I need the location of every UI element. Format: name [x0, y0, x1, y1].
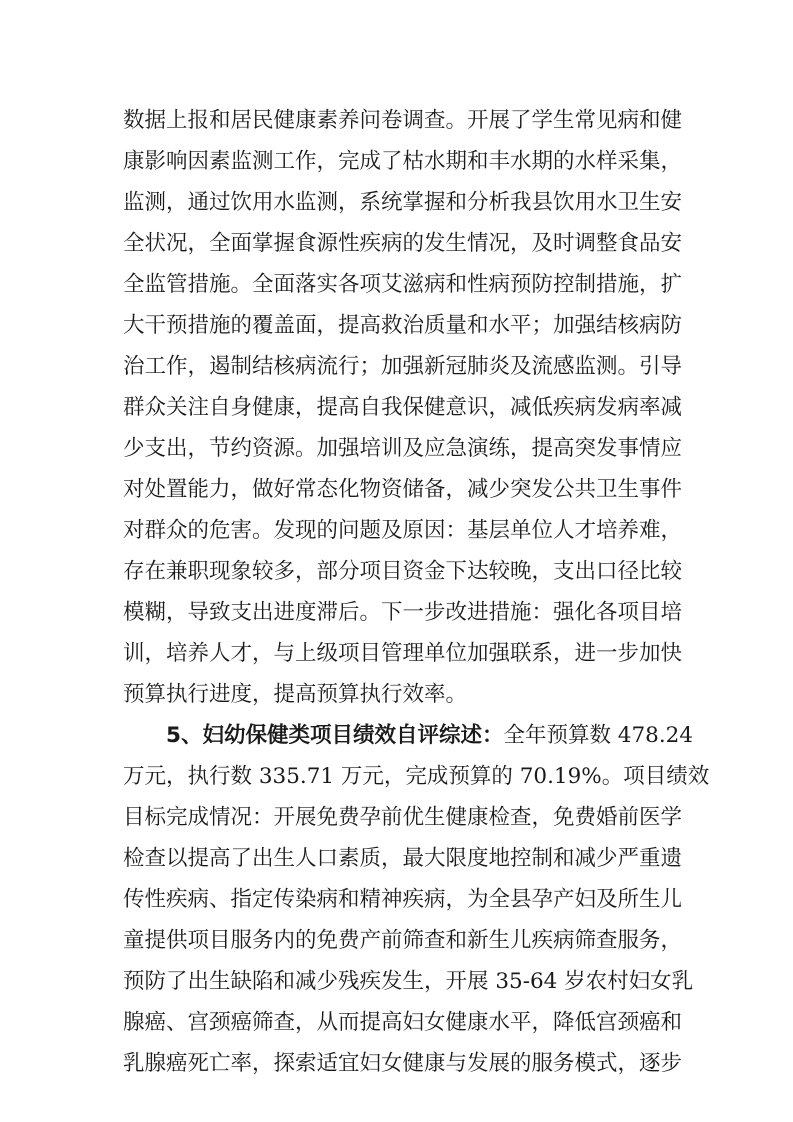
- text-line: 治工作，遏制结核病流行；加强新冠肺炎及流感监测。引导: [123, 354, 683, 379]
- text-line: 传性疾病、指定传染病和精神疾病，为全县孕产妇及所生儿: [123, 887, 683, 912]
- text-line: 监测，通过饮用水监测，系统掌握和分析我县饮用水卫生安: [123, 190, 683, 215]
- paragraph-1: [123, 100, 683, 715]
- text-line: 群众关注自身健康，提高自我保健意识，减低疾病发病率减: [123, 395, 683, 420]
- text-line: 预防了出生缺陷和减少残疾发生，开展 35-64 岁农村妇女乳: [123, 969, 694, 994]
- text-line: 少支出，节约资源。加强培训及应急演练，提高突发事情应: [123, 436, 683, 461]
- text-line: 检查以提高了出生人口素质，最大限度地控制和减少严重遗: [123, 846, 683, 871]
- text-line: 训，培养人才，与上级项目管理单位加强联系，进一步加快: [123, 641, 683, 666]
- text-line: 数据上报和居民健康素养问卷调查。开展了学生常见病和健: [123, 108, 683, 133]
- text-line: 康影响因素监测工作，完成了枯水期和丰水期的水样采集，: [123, 149, 683, 174]
- section-heading-line: [123, 715, 694, 756]
- text-line: 模糊，导致支出进度滞后。下一步改进措施：强化各项目培: [123, 600, 683, 625]
- text-line: 存在兼职现象较多，部分项目资金下达较晚，支出口径比较: [123, 559, 683, 584]
- text-line: 对群众的危害。发现的问题及原因：基层单位人才培养难，: [123, 518, 683, 543]
- text-line: 万元，执行数 335.71 万元，完成预算的 70.19%。项目绩效: [123, 764, 710, 789]
- section-heading: 5、妇幼保健类项目绩效自评综述：: [166, 723, 504, 748]
- text-line: 对处置能力，做好常态化物资储备，减少突发公共卫生事件: [123, 477, 683, 502]
- paragraph-2: [123, 715, 710, 1084]
- text-fragment: 全年预算数 478.24: [503, 723, 694, 748]
- body-text: [123, 100, 710, 1084]
- text-line: 全状况，全面掌握食源性疾病的发生情况，及时调整食品安: [123, 231, 683, 256]
- text-line: 预算执行进度，提高预算执行效率。: [123, 682, 468, 707]
- text-line: 大干预措施的覆盖面，提高救治质量和水平；加强结核病防: [123, 313, 683, 338]
- text-line: 全监管措施。全面落实各项艾滋病和性病预防控制措施，扩: [123, 272, 683, 297]
- text-line: 腺癌、宫颈癌筛查，从而提高妇女健康水平，降低宫颈癌和: [123, 1010, 683, 1035]
- text-line: 目标完成情况：开展免费孕前优生健康检查，免费婚前医学: [123, 805, 683, 830]
- text-line: 童提供项目服务内的免费产前筛查和新生儿疾病筛查服务，: [123, 928, 683, 953]
- text-line: 乳腺癌死亡率，探索适宜妇女健康与发展的服务模式，逐步: [123, 1051, 683, 1076]
